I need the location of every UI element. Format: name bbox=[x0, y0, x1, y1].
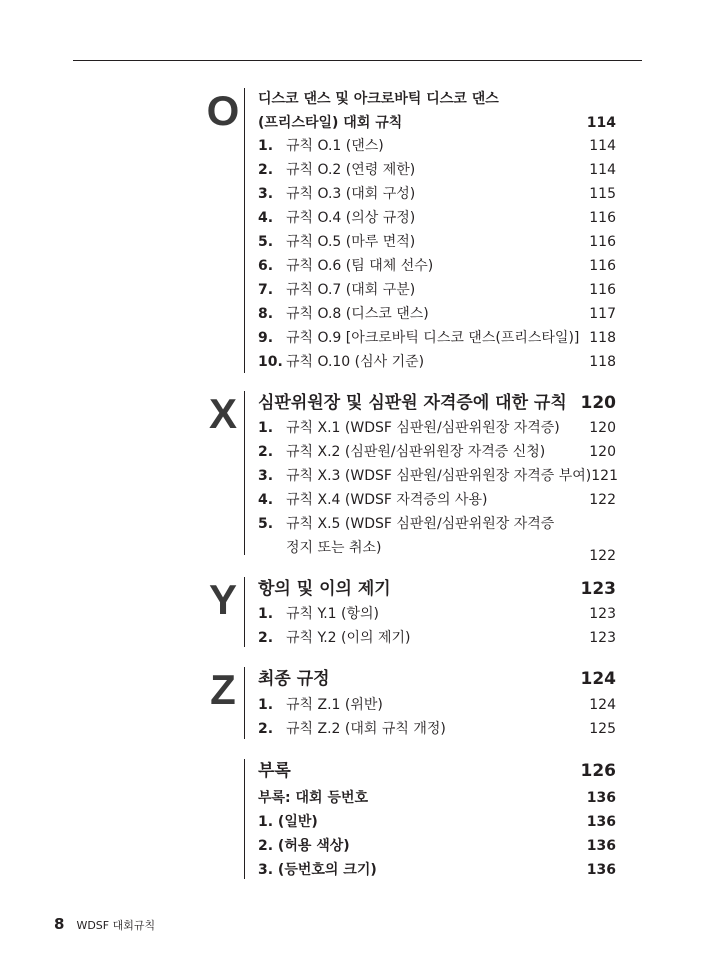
section-title-text: 항의 및 이의 제기 bbox=[258, 579, 391, 599]
entry-text: 규칙 O.10 (심사 기준) bbox=[286, 354, 425, 370]
toc-entry[interactable] bbox=[258, 488, 616, 512]
entry-number: 1. bbox=[258, 420, 274, 436]
entry-number: 2. bbox=[258, 162, 274, 178]
entry-text: 부록: 대회 등번호 bbox=[258, 790, 369, 806]
entry-page: 136 bbox=[586, 814, 616, 830]
section-title-text: 부록 bbox=[258, 761, 291, 781]
entry-number: 4. bbox=[258, 492, 274, 508]
entry-number: 4. bbox=[258, 210, 274, 226]
entry-number: 9. bbox=[258, 330, 274, 346]
section-letter: O bbox=[206, 87, 240, 134]
entry-text: 규칙 O.7 (대회 구분) bbox=[286, 282, 416, 298]
toc-entry[interactable] bbox=[258, 464, 616, 488]
entry-number: 3. bbox=[258, 186, 274, 202]
section-page: 123 bbox=[580, 579, 616, 599]
toc-entry[interactable] bbox=[258, 278, 616, 302]
toc-entry[interactable] bbox=[258, 326, 616, 350]
entry-number: 1. bbox=[258, 697, 274, 713]
top-rule bbox=[73, 60, 642, 61]
entry-text: 규칙 Z.1 (위반) bbox=[286, 697, 383, 713]
entry-text: 규칙 O.5 (마루 면적) bbox=[286, 234, 416, 250]
section-page: 126 bbox=[580, 761, 616, 781]
entry-text: 규칙 O.4 (의상 규정) bbox=[286, 210, 416, 226]
toc-entry[interactable] bbox=[258, 602, 616, 626]
entry-text: 규칙 Y.1 (항의) bbox=[286, 606, 379, 622]
entry-number: 1. bbox=[258, 606, 274, 622]
section-title-text: 심판위원장 및 심판원 자격증에 대한 규칙 bbox=[258, 393, 567, 413]
section-x bbox=[206, 390, 618, 564]
entry-text: 규칙 X.2 (심판원/심판위원장 자격증 신청) bbox=[286, 444, 546, 460]
section-divider bbox=[244, 759, 245, 879]
entry-text: 규칙 O.2 (연령 제한) bbox=[286, 162, 416, 178]
section-page: 120 bbox=[580, 393, 616, 413]
entry-text: 규칙 Y.2 (이의 제기) bbox=[286, 630, 411, 646]
entry-text: 1. (일반) bbox=[258, 814, 318, 830]
toc-entry[interactable] bbox=[258, 858, 616, 882]
entry-page: 120 bbox=[589, 420, 616, 436]
entry-page: 116 bbox=[589, 210, 616, 226]
entry-text: 규칙 O.1 (댄스) bbox=[286, 138, 384, 154]
section-title-line2 bbox=[258, 112, 616, 134]
toc-entry[interactable] bbox=[258, 230, 616, 254]
entry-text: 규칙 X.5 (WDSF 심판원/심판위원장 자격증 bbox=[286, 516, 555, 532]
entry-page: 114 bbox=[589, 162, 616, 178]
section-divider bbox=[244, 391, 245, 555]
entry-page: 136 bbox=[586, 790, 616, 806]
entry-text: 2. (허용 색상) bbox=[258, 838, 350, 854]
section-divider bbox=[244, 88, 245, 373]
section-title-text: 디스코 댄스 및 아크로바틱 디스코 댄스 bbox=[258, 91, 499, 107]
toc-entry[interactable] bbox=[258, 512, 616, 536]
toc-entry[interactable] bbox=[258, 626, 616, 650]
toc-entry[interactable] bbox=[258, 206, 616, 230]
section-title-line1 bbox=[258, 88, 616, 110]
entry-number: 10. bbox=[258, 354, 283, 370]
entry-text: 규칙 X.4 (WDSF 자격증의 사용) bbox=[286, 492, 488, 508]
entry-page: 118 bbox=[589, 330, 616, 346]
entry-page: 118 bbox=[589, 354, 616, 370]
entry-page: 116 bbox=[589, 234, 616, 250]
section-page: 124 bbox=[580, 669, 616, 689]
entry-text: 정지 또는 취소) bbox=[286, 540, 382, 556]
entry-page: 116 bbox=[589, 258, 616, 274]
entry-text: 규칙 O.6 (팀 대체 선수) bbox=[286, 258, 434, 274]
entry-number: 2. bbox=[258, 721, 274, 737]
entry-text: 규칙 O.3 (대회 구성) bbox=[286, 186, 416, 202]
section-divider bbox=[244, 577, 245, 647]
entry-page: 124 bbox=[589, 697, 616, 713]
toc-entry[interactable] bbox=[258, 416, 616, 440]
section-page: 114 bbox=[586, 115, 616, 131]
entry-number: 6. bbox=[258, 258, 274, 274]
toc-entry[interactable] bbox=[258, 158, 616, 182]
entry-number: 8. bbox=[258, 306, 274, 322]
section-letter: X bbox=[208, 390, 237, 437]
entry-page: 136 bbox=[586, 838, 616, 854]
footer-doc-title: WDSF 대회규칙 bbox=[76, 919, 156, 932]
toc-entry[interactable] bbox=[258, 254, 616, 278]
section-title bbox=[258, 391, 616, 415]
entry-number: 2. bbox=[258, 444, 274, 460]
toc-entry[interactable] bbox=[258, 834, 616, 858]
page-footer bbox=[54, 915, 155, 933]
section-z bbox=[206, 667, 616, 739]
toc-entry[interactable] bbox=[258, 810, 616, 834]
section-o bbox=[206, 88, 616, 373]
entry-page: 125 bbox=[589, 721, 616, 737]
toc-entry[interactable] bbox=[258, 350, 616, 374]
entry-text: 3. (등번호의 크기) bbox=[258, 862, 377, 878]
entry-number: 5. bbox=[258, 234, 274, 250]
section-title bbox=[258, 577, 616, 601]
toc-entry[interactable] bbox=[258, 182, 616, 206]
entry-page: 120 bbox=[589, 444, 616, 460]
footer-page-number: 8 bbox=[54, 915, 65, 933]
toc-entry[interactable] bbox=[258, 536, 616, 568]
toc-entry[interactable] bbox=[258, 302, 616, 326]
entry-page: 114 bbox=[589, 138, 616, 154]
entry-page: 122 bbox=[589, 492, 616, 508]
entry-number: 3. bbox=[258, 468, 274, 484]
entry-text: 규칙 X.3 (WDSF 심판원/심판위원장 자격증 부여) bbox=[286, 468, 592, 484]
entry-page: 136 bbox=[586, 862, 616, 878]
entry-number: 1. bbox=[258, 138, 274, 154]
entry-page: 123 bbox=[589, 630, 616, 646]
section-divider bbox=[244, 667, 245, 739]
toc-entry[interactable] bbox=[258, 440, 616, 464]
entry-text: 규칙 X.1 (WDSF 심판원/심판위원장 자격증) bbox=[286, 420, 560, 436]
section-title bbox=[258, 667, 616, 691]
entry-number bbox=[258, 536, 286, 560]
entry-page: 117 bbox=[589, 306, 616, 322]
entry-page: 116 bbox=[589, 282, 616, 298]
toc-entry[interactable] bbox=[258, 134, 616, 158]
section-title-text: (프리스타일) 대회 규칙 bbox=[258, 115, 403, 131]
section-title bbox=[258, 759, 616, 783]
section-letter: Z bbox=[210, 666, 236, 713]
entry-text: 규칙 O.8 (디스코 댄스) bbox=[286, 306, 429, 322]
entry-number: 7. bbox=[258, 282, 274, 298]
section-title-text: 최종 규정 bbox=[258, 669, 330, 689]
toc-entry[interactable] bbox=[258, 717, 616, 741]
section-y bbox=[206, 577, 616, 647]
entry-text: 규칙 O.9 [아크로바틱 디스코 댄스(프리스타일)] bbox=[286, 330, 580, 346]
toc-entry[interactable] bbox=[258, 786, 616, 810]
entry-text: 규칙 Z.2 (대회 규칙 개정) bbox=[286, 721, 446, 737]
toc-entry[interactable] bbox=[258, 693, 616, 717]
entry-page: 121 bbox=[591, 468, 618, 484]
entry-page: 123 bbox=[589, 606, 616, 622]
entry-page: 115 bbox=[589, 186, 616, 202]
entry-page: 122 bbox=[589, 548, 616, 564]
section-appendix bbox=[206, 759, 616, 879]
entry-number: 5. bbox=[258, 516, 274, 532]
entry-number: 2. bbox=[258, 630, 274, 646]
section-letter: Y bbox=[208, 576, 237, 623]
